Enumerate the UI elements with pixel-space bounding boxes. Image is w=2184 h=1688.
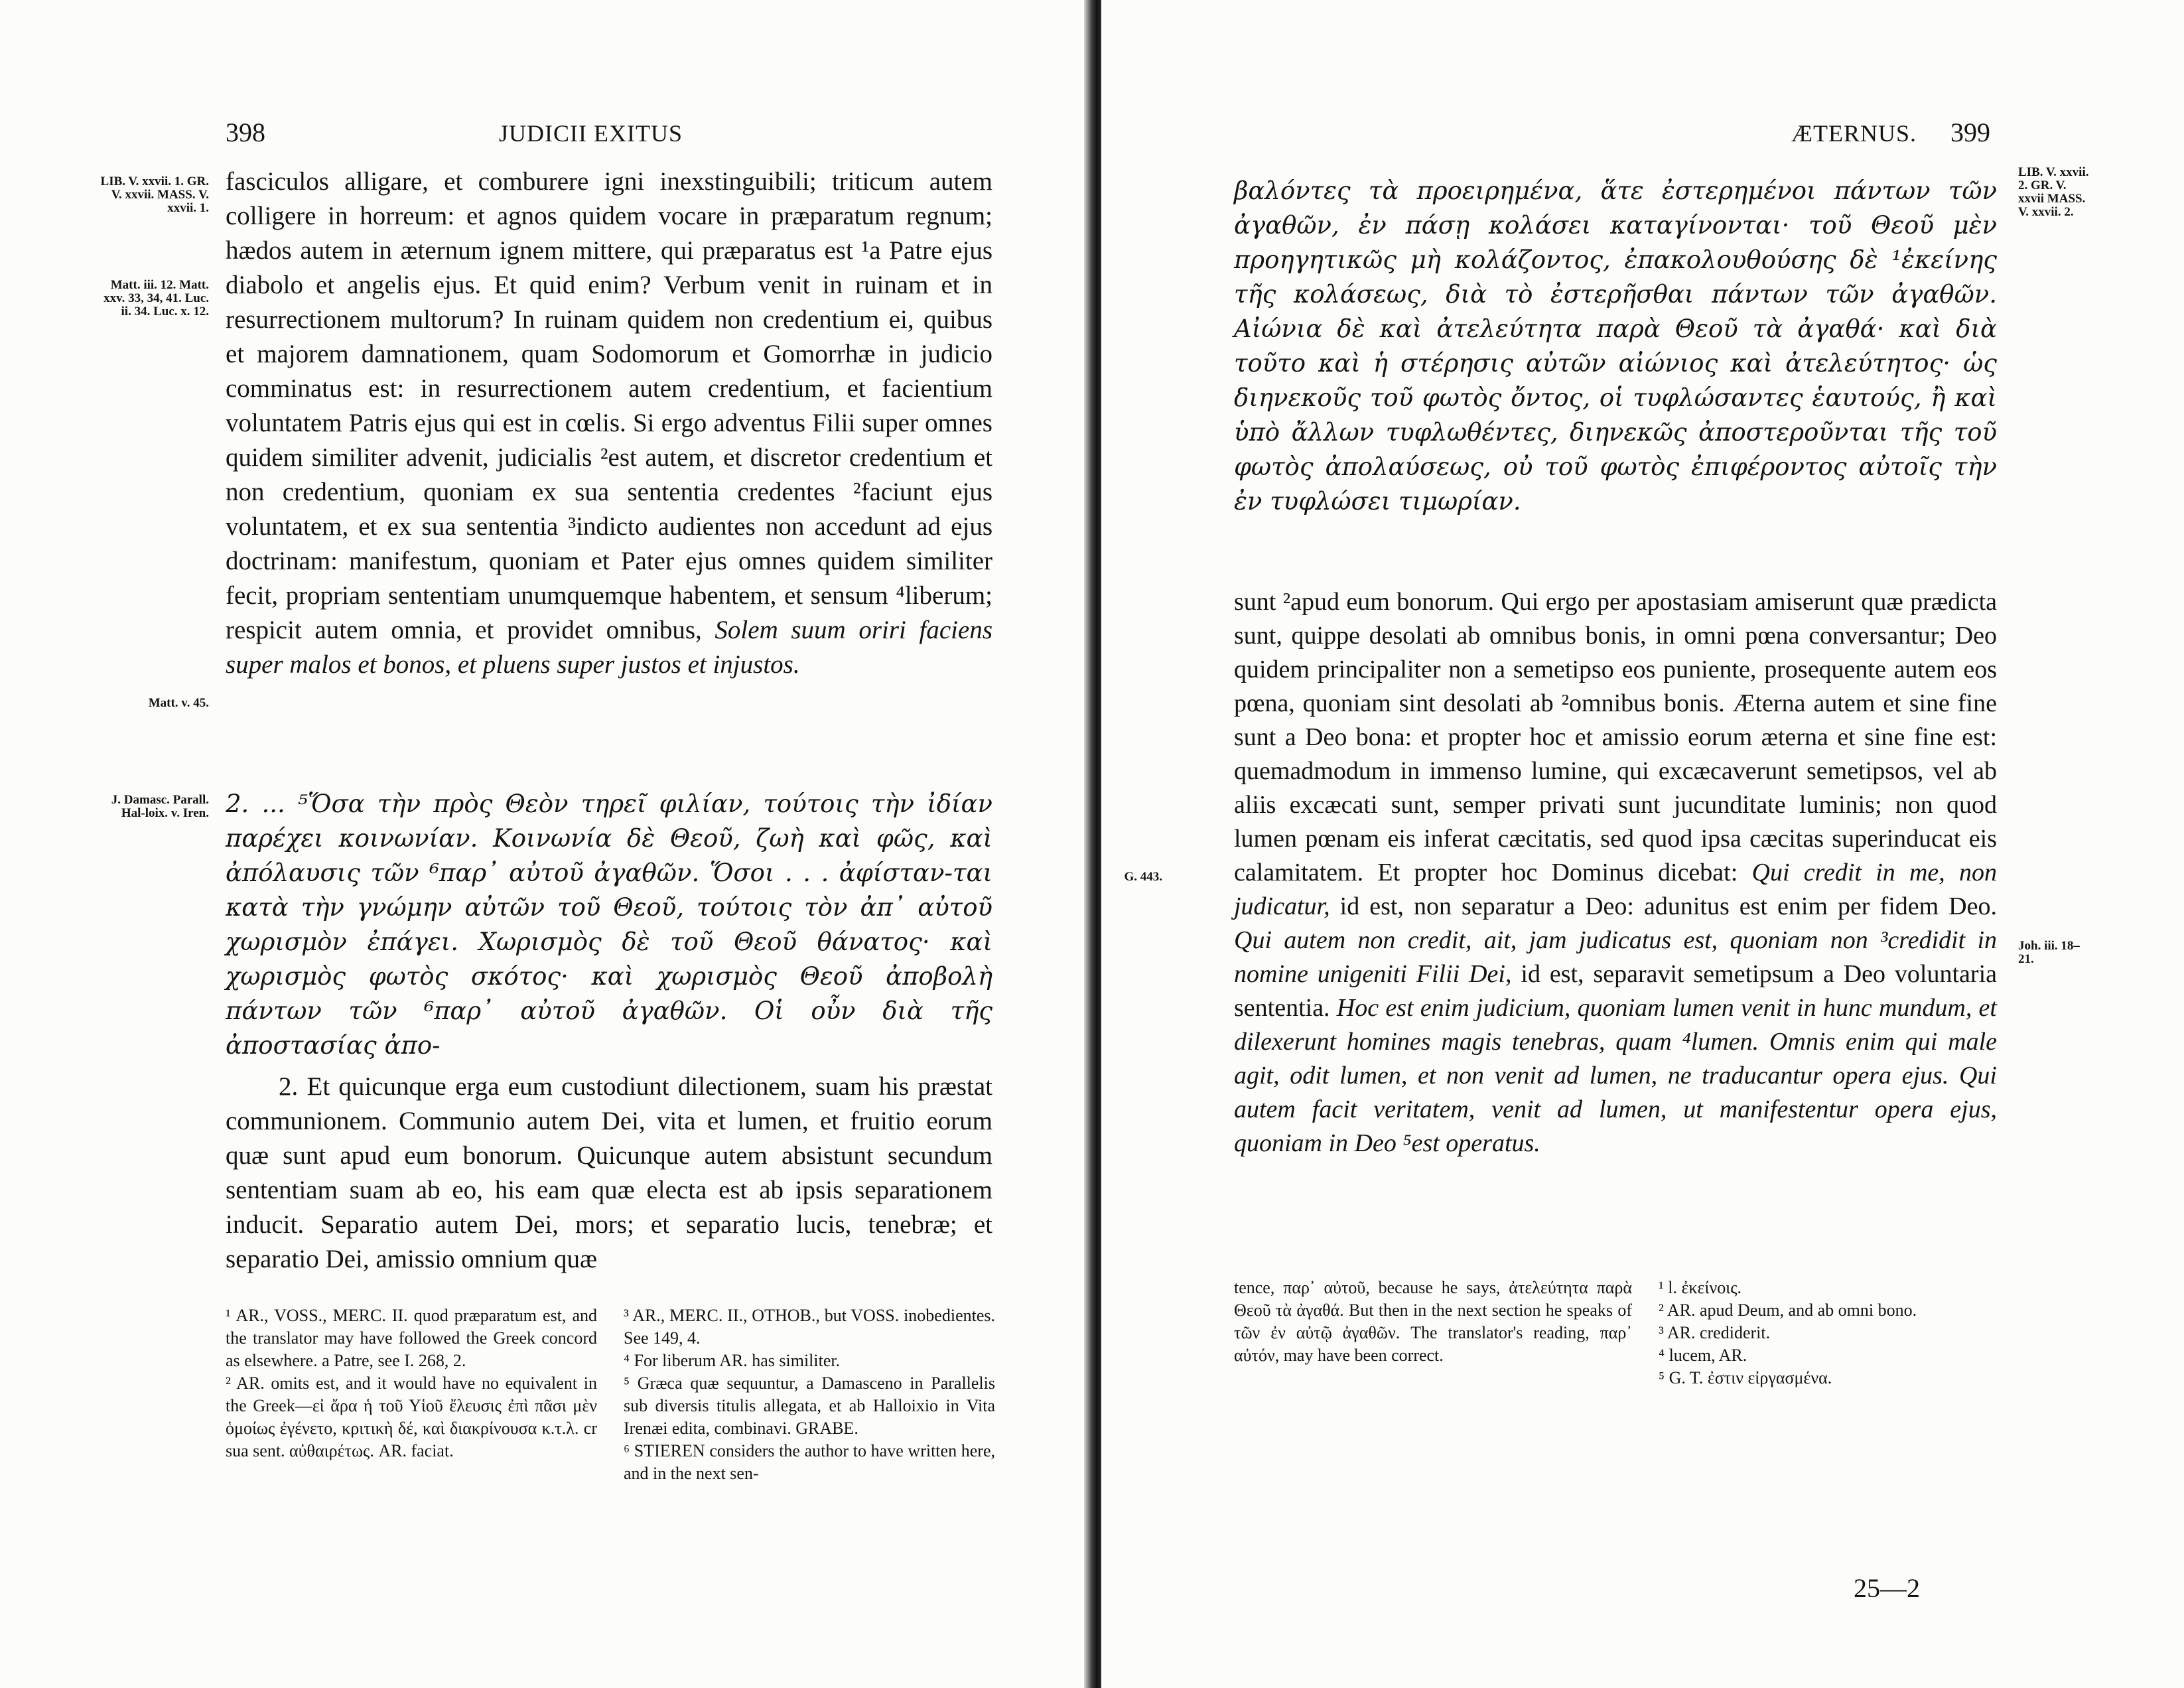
margin-ref-damascene: J. Damasc. Parall. Hal-loix. v. Iren. bbox=[111, 793, 209, 820]
footnotes-right bbox=[1659, 1277, 2004, 1389]
footnote-r2: ² AR. apud Deum, and ab omni bono. bbox=[1659, 1301, 1917, 1320]
footnote-r5: ⁵ G. T. ἐστιν εἰργασμένα. bbox=[1659, 1368, 1832, 1387]
signature-mark: 25—2 bbox=[1854, 1573, 1920, 1603]
footnote-r1: ¹ l. ἐκείνοις. bbox=[1659, 1278, 1741, 1297]
margin-ref-john: Joh. iii. 18–21. bbox=[2018, 939, 2080, 966]
footnote-4: ⁴ For liberum AR. has similiter. bbox=[624, 1351, 841, 1370]
footnote-5: ⁵ Græca quæ sequuntur, a Damasceno in Parallelis sub diversis titulis allegata, et ab Halloixio in Vita Irenæi edita, combinavi. GRABE. bbox=[624, 1373, 995, 1438]
latin-paragraph-1: fasciculos alligare, et comburere igni inexstinguibili; triticum autem colligere in horreum: et agnos quidem vocare in præparatum regnum; hædos autem in æternum ignem mittere, qui præparatus est ¹a Patre ejus diabolo et angelis ejus. Et quid enim? Verbum venit in ruinam et in resurrectionem multorum? In ruinam quidem non credentium ei, quibus et majorem damnationem, quam Sodomorum et Gomorrhæ in judicio comminatus est: in resurrectionem autem credentium, et facientium voluntatem Patris ejus qui est in cœlis. Si ergo adventus Filii super omnes quidem similiter advenit, judicialis ²est autem, et discretor credentium et non credentium, quoniam ex sua sententia credentes ²faciunt ejus voluntatem, et ex sua sententia ³indicto audientes non accedunt ad ejus doctrinam: manifestum, quoniam et Pater ejus omnes quidem similiter fecit, propriam sententiam unumquemque habentem, et sensum ⁴liberum; respicit autem omnia, et providet omnibus, bbox=[226, 167, 992, 644]
latin-italic-quote: Solem suum oriri faciens super malos et bonos, et pluens super justos et injustos. bbox=[226, 616, 993, 679]
greek-fragment-right: βαλόντες τὰ προειρημένα, ἅτε ἐστερημένοι πάντων τῶν ἀγαθῶν, ἐν πάσῃ κολάσει καταγίνονται· τοῦ Θεοῦ μὲν προηγητικῶς μὴ κολάζοντος, ἐπακολουθούσης δὲ ¹ἐκείνης τῆς κολάσεως, διὰ τὸ ἐστερῆσθαι πάντων τῶν ἀγαθῶν. Αἰώνια δὲ καὶ ἀτελεύτητα παρὰ Θεοῦ τὰ ἀγαθά· καὶ διὰ τοῦτο καὶ ἡ στέρησις αὐτῶν αἰώνιος καὶ ἀτελεύτητος· ὡς διηνεκοῦς τοῦ φωτὸς ὄντος, οἱ τυφλώσαντες ἑαυτούς, ἢ καὶ ὑπὸ ἄλλων τυφλωθέντες, διηνεκῶς ἀποστεροῦνται τῆς τοῦ φωτὸς ἀπολαύσεως, οὐ τοῦ φωτὸς ἐπιφέροντος αὐτοῖς τὴν ἐν τυφλώσει τιμωρίαν. bbox=[1234, 176, 1997, 516]
running-head-left: JUDICII EXITUS bbox=[499, 120, 683, 147]
footnote-continuation: tence, παρ᾽ αὐτοῦ, because he says, ἀτελεύτητα παρὰ Θεοῦ τὰ ἀγαθά. But then in the next section he speaks of τῶν ἐν αὐτῷ ἀγαθῶν. The translator's reading, παρ᾽ αὐτόν, may have been correct. bbox=[1234, 1278, 1632, 1365]
latin-text-block-2 bbox=[226, 1070, 992, 1277]
latin-gloss-2: id est, separavit semetipsum a Deo voluntaria sententia. bbox=[1234, 960, 1997, 1022]
margin-ref-book-right: LIB. V. xxvii. 2. GR. V. xxvii MASS. V. xxvii. 2. bbox=[2018, 165, 2089, 219]
footnote-6: ⁶ STIEREN considers the author to have written here, and in the next sen- bbox=[624, 1441, 995, 1483]
page-number-right: 399 bbox=[1950, 117, 1990, 147]
latin-paragraph-right: sunt ²apud eum bonorum. Qui ergo per apostasiam amiserunt quæ prædicta sunt, quippe desolati ab omnibus bonis, in omni pœna conversantur; Deo quidem principaliter non a semetipso eos puniente, prosequente autem eos pœna, quoniam sint desolati ab ²omnibus bonis. Æterna autem et sine fine sunt a Deo bona: et propter hoc et amissio eorum æterna et sine fine est: quemadmodum in immenso lumine, qui excæcaverunt semetipsos, vel ab aliis excæcati sunt, semper privati sunt jucunditate luminis; non quod lumen pœnam eis inferat cæcitatis, sed quod ipsa cæcitas superinducat eis calamitatem. Et propter hoc Dominus dicebat: bbox=[1234, 588, 1997, 886]
latin-paragraph-2: 2. Et quicunque erga eum custodiunt dilectionem, suam his præstat communionem. Communio autem Dei, vita et lumen, et fruitio eorum quæ sunt apud eum bonorum. Quicunque autem absistunt secundum sententiam suam ab eo, his eam quæ electa est ab ipsis separationem inducit. Separatio autem Dei, mors; et separatio lucis, tenebræ; et separatio Dei, amissio omnium quæ bbox=[226, 1072, 992, 1273]
latin-italic-john-3: Hoc est enim judicium, quoniam lumen venit in hunc mundum, et dilexerunt homines magis tenebras, quam ⁴lumen. Omnis enim qui male agit, odit lumen, et non venit ad lumen, ne traducantur opera ejus. Qui autem facit veritatem, venit ad lumen, ut manifestentur opera ejus, quoniam in Deo ⁵est operatus. bbox=[1234, 994, 1997, 1157]
footnote-r4: ⁴ lucem, AR. bbox=[1659, 1346, 1747, 1365]
margin-ref-greek-page: G. 443. bbox=[1124, 870, 1162, 884]
latin-italic-john-1: Qui credit in me, non judicatur, bbox=[1234, 859, 1998, 920]
footnote-r3: ³ AR. crediderit. bbox=[1659, 1323, 1771, 1342]
latin-text-block-1 bbox=[226, 165, 992, 682]
margin-ref-book: LIB. V. xxvii. 1. GR. V. xxvii. MASS. V. xxvii. 1. bbox=[100, 175, 209, 215]
running-head-right: ÆTERNUS. bbox=[1791, 120, 1917, 147]
margin-ref-scripture: Matt. iii. 12. Matt. xxv. 33, 34, 41. Luc. ii. 34. Luc. x. 12. bbox=[103, 278, 209, 318]
margin-ref-matthew: Matt. v. 45. bbox=[148, 696, 209, 710]
latin-italic-john-2: Qui autem non credit, ait, jam judicatus est, quoniam non ³credidit in nomine unigeniti Filii Dei, bbox=[1234, 926, 1997, 988]
page-number-left: 398 bbox=[226, 117, 265, 147]
footnotes-left-col-1 bbox=[226, 1304, 597, 1462]
footnote-1: ¹ AR., VOSS., MERC. II. quod præparatum est, and the translator may have followed the Greek concord as elsewhere. a Patre, see I. 268, 2. bbox=[226, 1306, 597, 1370]
latin-gloss-1: id est, non separatur a Deo: adunitus est enim per fidem Deo. bbox=[1330, 892, 1997, 920]
greek-fragment-left: 2. ... ⁵Ὅσα τὴν πρὸς Θεὸν τηρεῖ φιλίαν, τούτοις τὴν ἰδίαν παρέχει κοινωνίαν. Κοινωνία δὲ Θεοῦ, ζωὴ καὶ φῶς, καὶ ἀπόλαυσις τῶν ⁶παρ᾽ αὐτοῦ ἀγαθῶν. Ὅσοι . . . ἀφίσταν-ται κατὰ τὴν γνώμην αὐτῶν τοῦ Θεοῦ, τούτοις τὸν ἀπ᾽ αὐτοῦ χωρισμὸν ἐπάγει. Χωρισμὸς δὲ τοῦ Θεοῦ θάνατος· καὶ χωρισμὸς φωτὸς σκότος· καὶ χωρισμὸς Θεοῦ ἀποβολὴ πάντων τῶν ⁶παρ᾽ αὐτοῦ ἀγαθῶν. Οἱ οὖν διὰ τῆς ἀποστασίας ἀπο- bbox=[226, 790, 992, 1060]
footnote-2: ² AR. omits est, and it would have no equivalent in the Greek—εἰ ἄρα ἡ τοῦ Υἱοῦ ἔλευσις ἐπὶ πᾶσι μὲν ὁμοίως ἐγένετο, κριτικὴ δέ, καὶ διακρίνουσα κ.τ.λ. cr sua sent. αὐθαιρέτως. AR. faciat. bbox=[226, 1373, 597, 1460]
footnotes-left-col-2 bbox=[624, 1304, 995, 1485]
footnote-3: ³ AR., MERC. II., OTHOB., but VOSS. inobedientes. See 149, 4. bbox=[624, 1306, 995, 1348]
latin-text-block-right bbox=[1234, 585, 1997, 1160]
right-page bbox=[1101, 0, 2184, 1688]
left-page bbox=[0, 0, 1088, 1688]
